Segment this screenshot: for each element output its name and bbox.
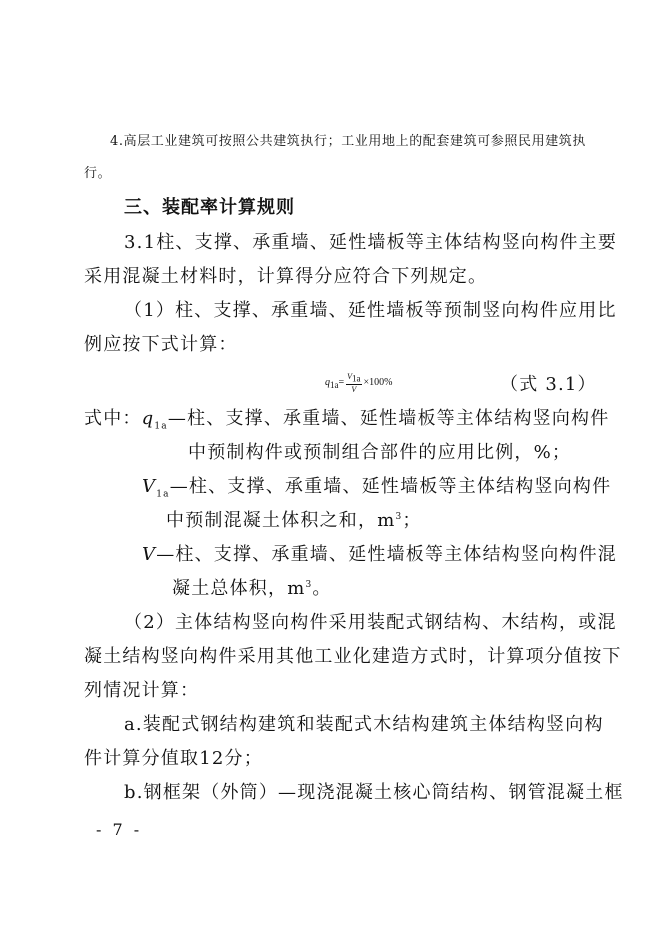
item-a-line-1: a.装配式钢结构建筑和装配式木结构建筑主体结构竖向构 (124, 714, 604, 735)
formula-equals: = (338, 377, 345, 389)
paragraph-2-line-2: 凝土结构竖向构件采用其他工业化建造方式时，计算项分值按下 (84, 646, 622, 667)
v1a-unit-superscript: 3 (395, 512, 403, 522)
v-description: —柱、支撑、承重墙、延性墙板等主体结构竖向构件混 (156, 544, 618, 565)
definition-q1a-line-2: 中预制构件或预制组合部件的应用比例，%； (188, 442, 572, 463)
formula-numerator: V (347, 372, 353, 381)
paragraph-3-1-line-2: 采用混凝土材料时，计算得分应符合下列规定。 (84, 266, 488, 287)
formula-lhs: q (325, 377, 330, 389)
formula-denominator: V (351, 384, 357, 394)
paragraph-2-line-1: （2）主体结构竖向构件采用装配式钢结构、木结构，或混 (124, 612, 617, 633)
definition-v1a-line-2 (166, 506, 422, 532)
formula-3-1 (325, 372, 393, 394)
definition-v-line-1 (142, 540, 617, 566)
paragraph-1-line-1: （1）柱、支撑、承重墙、延性墙板等预制竖向构件应用比 (124, 300, 617, 321)
q1a-subscript: 1a (154, 421, 168, 432)
v1a-subscript: 1a (156, 489, 170, 500)
formula-tail: ×100% (363, 377, 393, 389)
formula-lhs-sub: 1a (330, 380, 339, 391)
formula-label: （式 3.1） (500, 374, 597, 395)
v-unit-superscript: 3 (305, 580, 313, 590)
paragraph-3-1-line-1: 3.1柱、支撑、承重墙、延性墙板等主体结构竖向构件主要 (124, 232, 618, 253)
item-a-line-2: 件计算分值取12分； (84, 748, 263, 769)
v-symbol: V (142, 544, 157, 565)
definition-v1a-line-1 (142, 472, 611, 500)
formula-numerator-sub: 1a (352, 373, 361, 384)
note-line-1: 4.高层工业建筑可按照公共建筑执行；工业用地上的配套建筑可参照民用建筑执 (110, 134, 587, 149)
definition-q1a-line-1 (84, 404, 609, 432)
q1a-description: —柱、支撑、承重墙、延性墙板等主体结构竖向构件 (167, 408, 610, 429)
paragraph-1-line-2: 例应按下式计算： (84, 334, 238, 355)
v1a-end: ； (402, 510, 422, 531)
item-b-line-1: b.钢框架（外筒）—现浇混凝土核心筒结构、钢管混凝土框 (124, 782, 624, 803)
v-end: 。 (312, 578, 332, 599)
definition-v-line-2 (172, 574, 332, 600)
v1a-symbol: V (142, 476, 157, 497)
q1a-symbol: q (141, 408, 155, 429)
note-line-2: 行。 (84, 166, 112, 181)
v1a-description-2: 中预制混凝土体积之和，m (166, 510, 396, 531)
definitions-intro: 式中： (84, 408, 142, 429)
page-number: - 7 - (96, 820, 143, 839)
v1a-description: —柱、支撑、承重墙、延性墙板等主体结构竖向构件 (169, 476, 612, 497)
section-heading: 三、装配率计算规则 (124, 197, 295, 218)
paragraph-2-line-3: 列情况计算： (84, 680, 200, 701)
formula-fraction (346, 372, 361, 394)
v-description-2: 凝土总体积，m (172, 578, 306, 599)
